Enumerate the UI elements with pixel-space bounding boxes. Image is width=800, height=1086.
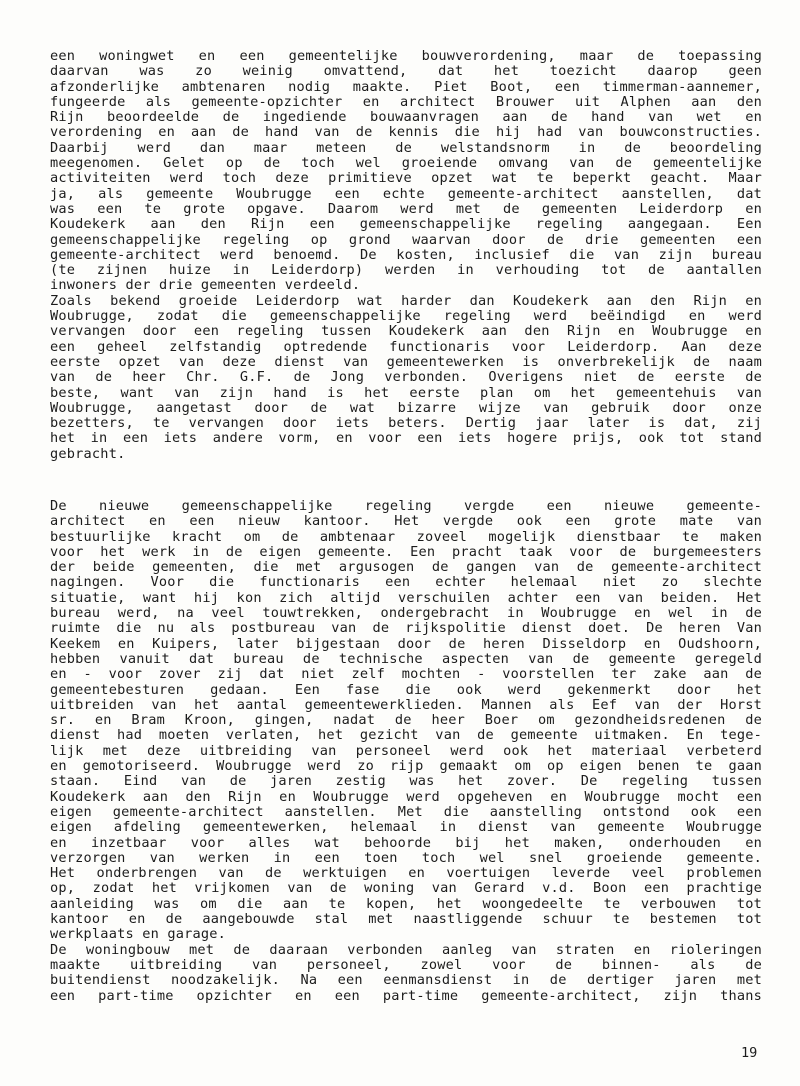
paragraph-1 (50, 49, 762, 462)
text-line: eigen afdeling gemeentewerken, helemaal in dienst van gemeente Woubrugge (50, 820, 762, 836)
text-line: uitbreiden van het aantal gemeentewerklieden. Mannen als Eef van der Horst (50, 697, 762, 713)
text-line: inwoners der drie gemeenten verdeeld. (50, 278, 361, 294)
text-line: vervangen door een regeling tussen Koudekerk aan den Rijn en Woubrugge en (50, 324, 762, 340)
text-line: gemeenschappelijke regeling op grond waarvan door de drie gemeenten een (50, 232, 762, 248)
text-line: situatie, want hij kon zich altijd verschuilen achter een van beiden. Het (50, 590, 762, 606)
text-line: beste, want van zijn hand is het eerste plan om het gemeentehuis van (50, 385, 762, 401)
text-line: Rijn beoordeelde de ingediende bouwaanvragen aan de hand van wet en (50, 110, 762, 126)
text-line: ruimte die nu als postbureau van de rijkspolitie dienst doet. De heren Van (50, 621, 762, 637)
text-line: Woubrugge, zodat die gemeenschappelijke regeling werd beëindigd en werd (50, 309, 762, 325)
text-line: Zoals bekend groeide Leiderdorp wat harder dan Koudekerk aan den Rijn en (50, 293, 762, 309)
text-line: meegenomen. Gelet op de toch wel groeiende omvang van de gemeentelijke (50, 156, 762, 172)
text-line: van de heer Chr. G.F. de Jong verbonden. Overigens niet de eerste de (50, 370, 762, 386)
text-line: het in een iets andere vorm, en voor een iets hogere prijs, ook tot stand (50, 431, 762, 447)
text-line: Keekem en Kuipers, later bijgestaan door de heren Disseldorp en Oudshoorn, (50, 636, 762, 652)
text-line: gemeente-architect werd benoemd. De kosten, inclusief die van zijn bureau (50, 247, 762, 263)
text-line: (te zijnen huize in Leiderdorp) werden in verhouding tot de aantallen (50, 263, 762, 279)
text-line: lijk met deze uitbreiding van personeel werd ook het materiaal verbeterd (50, 743, 762, 759)
text-line: architect en een nieuw kantoor. Het vergde ook een grote mate van (50, 514, 762, 530)
text-line: activiteiten werd toch deze primitieve opzet wat te beperkt geacht. Maar (50, 171, 762, 187)
text-line: en gemotoriseerd. Woubrugge werd zo rijp gemaakt om op eigen benen te gaan (50, 759, 762, 775)
text-line: een woningwet en een gemeentelijke bouwverordening, maar de toepassing (50, 49, 762, 64)
page-number: 19 (741, 1045, 758, 1061)
text-line: kantoor en de aangebouwde stal met naastliggende schuur te bestemen tot (50, 912, 762, 928)
text-line: aanleiding was om die aan te kopen, het woongedeelte te verbouwen tot (50, 896, 762, 912)
text-line: bureau werd, na veel touwtrekken, ondergebracht in Woubrugge en wel in de (50, 606, 762, 622)
text-line: gebracht. (50, 446, 126, 462)
text-line: fungeerde als gemeente-opzichter en architect Brouwer uit Alphen aan den (50, 94, 762, 110)
text-line: bestuurlijke kracht om de ambtenaar zoveel mogelijk dienstbaar te maken (50, 529, 762, 545)
text-line: Het onderbrengen van de werktuigen en voertuigen leverde veel problemen (50, 866, 762, 882)
text-line: voor het werk in de eigen gemeente. Een pracht taak voor de burgemeesters (50, 544, 762, 560)
text-line: De nieuwe gemeenschappelijke regeling vergde een nieuwe gemeente- (50, 499, 762, 514)
text-line: sr. en Bram Kroon, gingen, nadat de heer Boer om gezondheidsredenen de (50, 713, 762, 729)
text-line: De woningbouw met de daaraan verbonden aanleg van straten en rioleringen (50, 942, 762, 958)
text-line: ja, als gemeente Woubrugge een echte gemeente-architect aanstellen, dat (50, 186, 762, 202)
text-line: was een te grote opgave. Daarom werd met de gemeenten Leiderdorp en (50, 201, 762, 217)
text-line: daarvan was zo weinig omvattend, dat het toezicht daarop geen (50, 64, 762, 80)
text-line: Koudekerk aan den Rijn en Woubrugge werd opgeheven en Woubrugge mocht een (50, 789, 762, 805)
text-line: op, zodat het vrijkomen van de woning van Gerard v.d. Boon een prachtige (50, 881, 762, 897)
text-line: Koudekerk aan den Rijn een gemeenschappelijke regeling aangegaan. Een (50, 217, 762, 233)
text-line: nagingen. Voor die functionaris een echter helemaal niet zo slechte (50, 575, 762, 591)
text-line: Daarbij werd dan maar meteen de welstandsnorm in de beoordeling (50, 140, 762, 156)
text-line: gemeentebesturen gedaan. Een fase die ook werd gekenmerkt door het (50, 682, 762, 698)
text-line: verordening en aan de hand van de kennis die hij had van bouwconstructies. (50, 125, 762, 141)
text-line: bezetters, te vervangen door iets beters. Dertig jaar later is dat, zij (50, 416, 762, 432)
text-line: afzonderlijke ambtenaren nodig maakte. Piet Boot, een timmerman-aannemer, (50, 79, 762, 95)
text-line: werkplaats en garage. (50, 927, 227, 943)
text-line: dienst had moeten verlaten, het gezicht van de gemeente uitmaken. En tege- (50, 728, 762, 744)
text-line: eerste opzet van deze dienst van gemeentewerken is onverbrekelijk de naam (50, 354, 762, 370)
text-line: eigen gemeente-architect aanstellen. Met die aanstelling ontstond ook een (50, 804, 762, 820)
text-line: maakte uitbreiding van personeel, zowel voor de binnen- als de (50, 957, 762, 973)
text-line: Woubrugge, aangetast door de wat bizarre wijze van gebruik door onze (50, 400, 762, 416)
paragraph-2 (50, 499, 762, 1004)
text-line: buitendienst noodzakelijk. Na een eenmansdienst in de dertiger jaren met (50, 973, 762, 989)
text-line: een geheel zelfstandig optredende functionaris voor Leiderdorp. Aan deze (50, 339, 762, 355)
text-line: en - voor zover zij dat niet zelf mochten - voorstellen ter zake aan de (50, 667, 762, 683)
text-line: der beide gemeenten, die met argusogen de gangen van de gemeente-architect (50, 560, 762, 576)
text-line: een part-time opzichter en een part-time gemeente-architect, zijn thans (50, 988, 762, 1004)
text-line: hebben vanuit dat bureau de technische aspecten van de gemeente geregeld (50, 651, 762, 667)
text-line: staan. Eind van de jaren zestig was het zover. De regeling tussen (50, 774, 762, 790)
text-line: en inzetbaar voor alles wat behoorde bij het maken, onderhouden en (50, 835, 762, 851)
text-line: verzorgen van werken in een toen toch wel snel groeiende gemeente. (50, 850, 762, 866)
